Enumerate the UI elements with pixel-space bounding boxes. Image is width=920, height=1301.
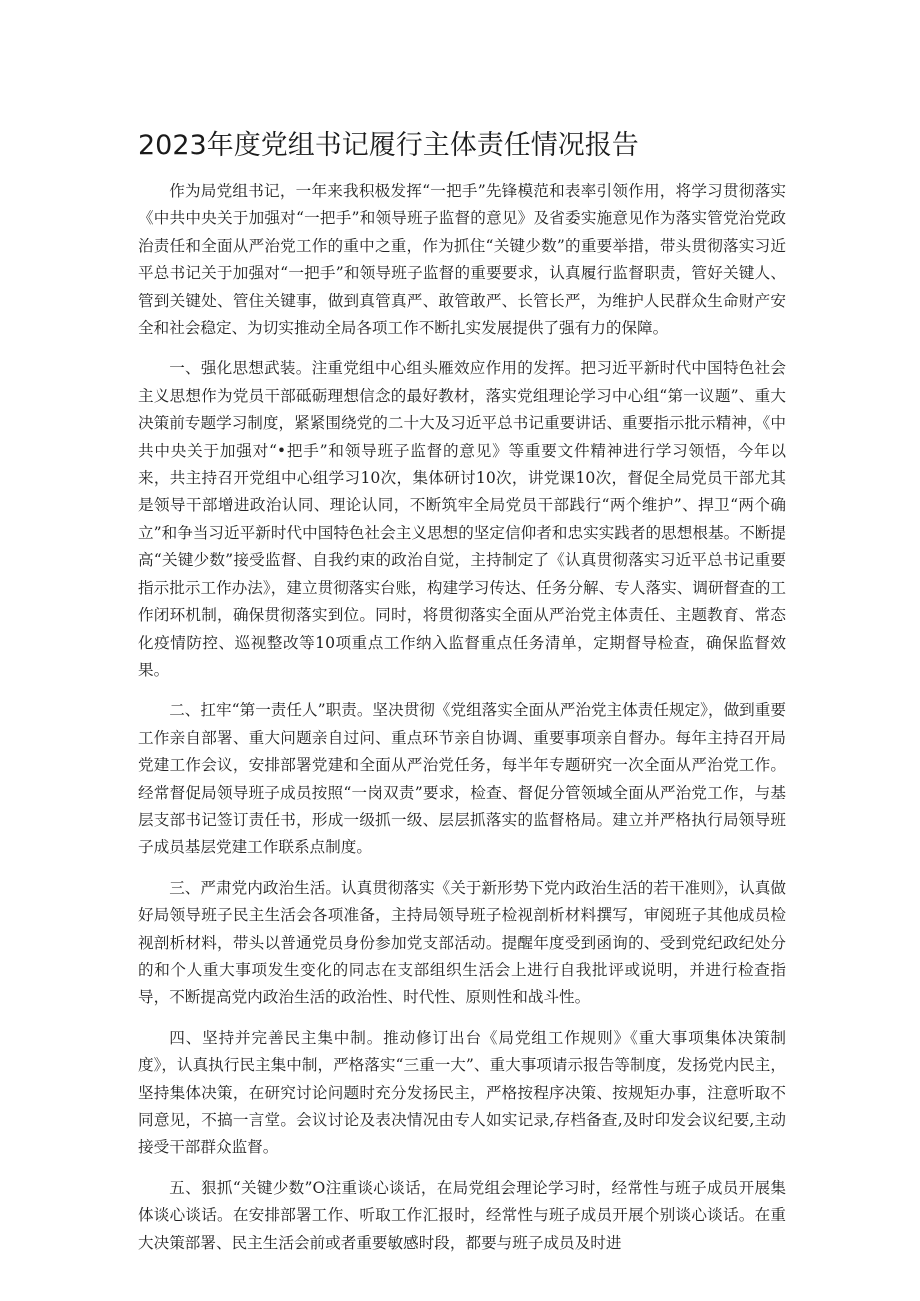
intro-paragraph: 作为局党组书记，一年来我积极发挥“一把手”先锋模范和表率引领作用，将学习贯彻落实《中共中央关于加强对“一把手”和领导班子监督的意见》及省委实施意见作为落实管党治党政治责任和全面从严治党工作的重中之重，作为抓住“关键少数”的重要举措，带头贯彻落实习近平总书记关于加强对“一把手”和领导班子监督的重要要求，认真履行监督职责，管好关键人、管到关键处、管住关键事，做到真管真严、敢管敢严、长管长严，为维护人民群众生命财产安全和社会稳定、为切实推动全局各项工作不断扎实发展提供了强有力的保障。 (138, 182, 786, 338)
section-4-paragraph: 四、坚持并完善民主集中制。推动修订出台《局党组工作规则》《重大事项集体决策制度》，认真执行民主集中制，严格落实“三重一大”、重大事项请示报告等制度，发扬党内民主，坚持集体决策，在研究讨论问题时充分发扬民主，严格按程序决策、按规矩办事，注意听取不同意见，不搞一言堂。会议讨论及表决情况由专人如实记录,存档备查,及时印发会议纪要,主动接受干部群众监督。 (138, 1028, 786, 1157)
section-1-paragraph: 一、强化思想武装。注重党组中心组头雁效应作用的发挥。把习近平新时代中国特色社会主义思想作为党员干部砥砺理想信念的最好教材，落实党组理论学习中心组“第一议题”、重大决策前专题学习制度，紧紧围绕党的二十大及习近平总书记重要讲话、重要指示批示精神，《中共中央关于加强对“•把手”和领导班子监督的意见》等重要文件精神进行学习领悟，今年以来，共主持召开党组中心组学习10次，集体研讨10次，讲党课10次，督促全局党员干部尤其是领导干部增进政治认同、理论认同，不断筑牢全局党员干部践行“两个维护”、捍卫“两个确立”和争当习近平新时代中国特色社会主义思想的坚定信仰者和忠实实践者的思想根基。不断提高“关键少数”接受监督、自我约束的政治自觉，主持制定了《认真贯彻落实习近平总书记重要指示批示工作办法》，建立贯彻落实台账，构建学习传达、任务分解、专人落实、调研督查的工作闭环机制，确保贯彻落实到位。同时，将贯彻落实全面从严治党主体责任、主题教育、常态化疫情防控、巡视整改等10项重点工作纳入监督重点任务清单，定期督导检查，确保监督效果。 (138, 359, 786, 679)
document-body (138, 178, 786, 1270)
section-5-paragraph: 五、狠抓“关键少数”O注重谈心谈话，在局党组会理论学习时，经常性与班子成员开展集体谈心谈话。在安排部署工作、听取工作汇报时，经常性与班子成员开展个别谈心谈话。在重大决策部署、民主生活会前或者重要敏感时段，都要与班子成员及时进 (138, 1178, 786, 1252)
section-2-paragraph: 二、扛牢“第一责任人”职责。坚决贯彻《党组落实全面从严治党主体责任规定》，做到重要工作亲自部署、重大问题亲自过问、重点环节亲自协调、重要事项亲自督办。每年主持召开局党建工作会议，安排部署党建和全面从严治党任务，每半年专题研究一次全面从严治党工作。经常督促局领导班子成员按照“一岗双责”要求，检查、督促分管领域全面从严治党工作，与基层支部书记签订责任书，形成一级抓一级、层层抓落实的监督格局。建立并严格执行局领导班子成员基层党建工作联系点制度。 (138, 701, 786, 857)
section-3-paragraph: 三、严肃党内政治生活。认真贯彻落实《关于新形势下党内政治生活的若干准则》，认真做好局领导班子民主生活会各项准备，主持局领导班子检视剖析材料撰写，审阅班子其他成员检视剖析材料，带头以普通党员身份参加党支部活动。提醒年度受到函询的、受到党纪政纪处分的和个人重大事项发生变化的同志在支部组织生活会上进行自我批评或说明，并进行检查指导，不断提高党内政治生活的政治性、时代性、原则性和战斗性。 (138, 878, 786, 1007)
document-title: 2023年度党组书记履行主体责任情况报告 (138, 130, 639, 161)
